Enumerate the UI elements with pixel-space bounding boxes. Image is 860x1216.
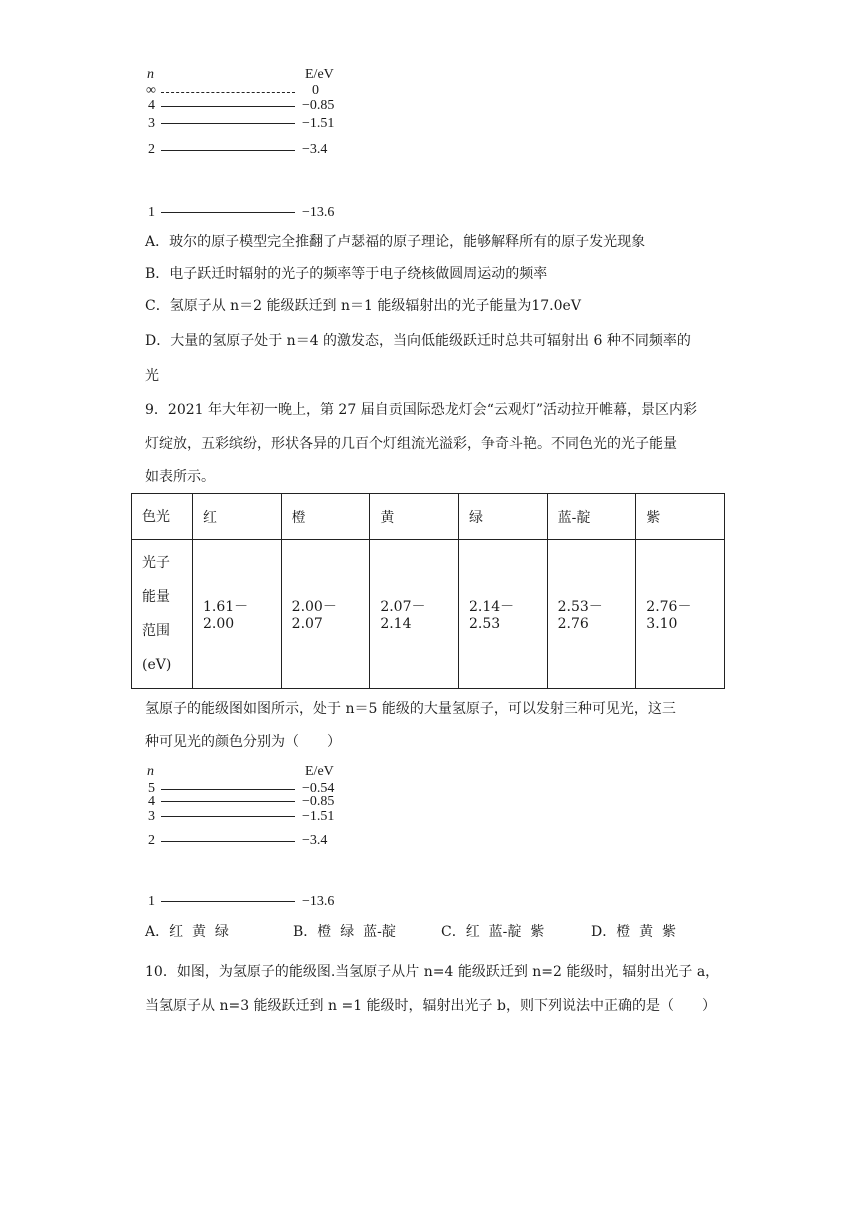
choice-b: B．橙 绿 蓝-靛 — [293, 924, 396, 940]
level-energy-value: −13.6 — [302, 205, 335, 220]
table-header-cell: 紫 — [636, 494, 725, 540]
row-label-line: 范围 — [142, 623, 170, 639]
level-label-n: 3 — [148, 809, 155, 824]
level-label-n: 4 — [148, 794, 155, 809]
option-b: B．电子跃迁时辐射的光子的频率等于电子绕核做圆周运动的频率 — [145, 266, 548, 282]
choice-d: D．橙 黄 紫 — [591, 924, 677, 940]
question-9-choices — [145, 922, 676, 942]
table-cell: 2.14－2.53 — [458, 540, 547, 689]
level-label-n: 2 — [148, 142, 155, 157]
table-header-cell: 红 — [193, 494, 282, 540]
table-cell: 2.00－2.07 — [281, 540, 370, 689]
level-line — [161, 841, 295, 842]
level-energy-value: −1.51 — [302, 116, 335, 131]
question-10-text: 10．如图，为氢原子的能级图.当氢原子从片 n=4 能级跃迁到 n=2 能级时，辐射出光子 a， — [145, 964, 720, 980]
table-header-cell: 蓝-靛 — [547, 494, 636, 540]
level-line — [161, 801, 295, 802]
option-c: C．氢原子从 n＝2 能级跃迁到 n＝1 能级辐射出的光子能量为17.0eV — [145, 298, 581, 314]
level-line — [161, 901, 295, 902]
level-energy-value: −0.85 — [302, 794, 335, 809]
table-cell: 2.53－2.76 — [547, 540, 636, 689]
question-10-text: 当氢原子从 n=3 能级跃迁到 n =1 能级时，辐射出光子 b，则下列说法中正确的是（ ） — [145, 998, 716, 1014]
option-a: A．玻尔的原子模型完全推翻了卢瑟福的原子理论，能够解释所有的原子发光现象 — [145, 234, 646, 250]
option-d-continued: 光 — [145, 368, 159, 384]
table-header-label: 色光 — [132, 494, 193, 540]
table-header-cell: 绿 — [458, 494, 547, 540]
option-d: D．大量的氢原子处于 n＝4 的激发态，当向低能级跃迁时总共可辐射出 6 种不同频率的 — [145, 333, 691, 349]
level-energy-value: −3.4 — [302, 833, 328, 848]
table-cell: 2.76－3.10 — [636, 540, 725, 689]
question-9-text: 9．2021 年大年初一晚上，第 27 届自贡国际恐龙灯会“云观灯”活动拉开帷幕，景区内彩 — [145, 402, 698, 418]
level-energy-value: 0 — [312, 83, 319, 98]
level-label-n: 3 — [148, 116, 155, 131]
level-energy-value: −1.51 — [302, 809, 335, 824]
level-energy-value: −0.54 — [302, 781, 335, 796]
level-label-n: 2 — [148, 833, 155, 848]
level-label-n: 1 — [148, 894, 155, 909]
table-header-cell: 橙 — [281, 494, 370, 540]
question-9-text: 如表所示。 — [145, 469, 215, 485]
level-energy-value: −3.4 — [302, 142, 328, 157]
level-line — [161, 816, 295, 817]
table-header-cell: 黄 — [370, 494, 459, 540]
question-9-text: 灯绽放，五彩缤纷，形状各异的几百个灯组流光溢彩，争奇斗艳。不同色光的光子能量 — [145, 436, 677, 452]
n-axis-label: n — [147, 67, 154, 82]
level-line — [161, 789, 295, 790]
level-label-n: 1 — [148, 205, 155, 220]
level-energy-value: −0.85 — [302, 98, 335, 113]
choice-c: C．红 蓝-靛 紫 — [441, 924, 545, 940]
level-label-n: 4 — [148, 98, 155, 113]
row-label-line: 能量 — [142, 589, 170, 605]
question-9-text: 氢原子的能级图如图所示，处于 n＝5 能级的大量氢原子，可以发射三种可见光，这三 — [145, 701, 676, 717]
choice-a: A．红 黄 绿 — [145, 924, 229, 940]
energy-axis-label: E/eV — [305, 67, 334, 82]
level-label-n: ∞ — [146, 83, 156, 98]
row-label-line: (eV) — [142, 657, 172, 673]
question-9-text: 种可见光的颜色分别为（ ） — [145, 734, 341, 750]
table-cell: 1.61－2.00 — [193, 540, 282, 689]
level-energy-value: −13.6 — [302, 894, 335, 909]
energy-axis-label: E/eV — [305, 764, 334, 779]
row-label-line: 光子 — [142, 555, 170, 571]
table-cell: 2.07－2.14 — [370, 540, 459, 689]
level-label-n: 5 — [148, 781, 155, 796]
n-axis-label: n — [147, 764, 154, 779]
